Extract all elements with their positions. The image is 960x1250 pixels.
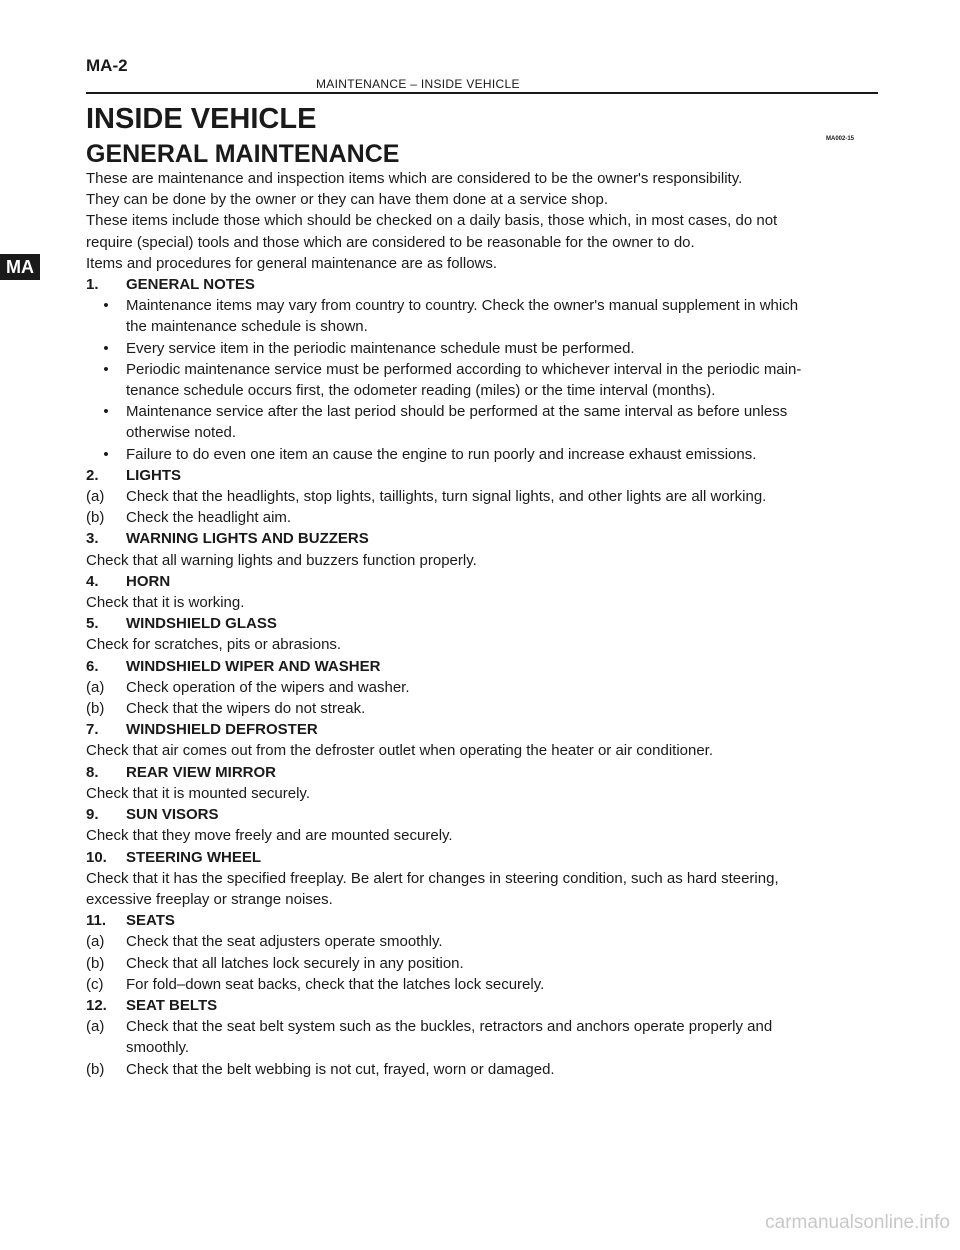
body-line: Check that all warning lights and buzzers function properly. — [86, 551, 477, 569]
heading-warning-lights: 3. WARNING LIGHTS AND BUZZERS — [86, 530, 369, 548]
sub-item: (a) Check that the seat adjusters operate smoothly. — [86, 933, 443, 951]
intro-line: require (special) tools and those which are considered to be reasonable for the owner to do. — [86, 233, 695, 251]
section-title: INSIDE VEHICLE — [86, 103, 317, 135]
running-title: MAINTENANCE – INSIDE VEHICLE — [316, 77, 520, 91]
heading-general-notes: 1. GENERAL NOTES — [86, 276, 255, 294]
body-line: Check that it has the specified freeplay. Be alert for changes in steering condition, such as hard steering, — [86, 869, 779, 887]
bullet-item: • Failure to do even one item an cause the engine to run poorly and increase exhaust emissions. — [103, 445, 757, 463]
page-id: MA-2 — [86, 56, 128, 75]
bullet-item: • Periodic maintenance service must be performed according to whichever interval in the periodic main- tenance schedule occurs first, the odometer reading (miles) or the time interval (months). — [103, 360, 802, 400]
body-line: Check that air comes out from the defroster outlet when operating the heater or air conditioner. — [86, 742, 714, 760]
body-line: Check that they move freely and are mounted securely. — [86, 827, 453, 845]
bullet-item: • Maintenance service after the last period should be performed at the same interval as before unless otherwise noted. — [103, 403, 788, 442]
side-tab-ma: MA — [0, 254, 40, 280]
body-line: excessive freeplay or strange noises. — [86, 890, 333, 908]
heading-defroster: 7. WINDSHIELD DEFROSTER — [86, 721, 318, 739]
body-line: Check that it is working. — [86, 594, 245, 612]
heading-windshield-glass: 5. WINDSHIELD GLASS — [86, 615, 277, 633]
section-subtitle: GENERAL MAINTENANCE — [86, 140, 400, 168]
header-rule — [86, 92, 878, 94]
sub-item: (a) Check that the seat belt system such as the buckles, retractors and anchors operate properly and smoothly. — [86, 1018, 773, 1057]
heading-seats: 11. SEATS — [86, 912, 175, 930]
heading-wiper-washer: 6. WINDSHIELD WIPER AND WASHER — [86, 657, 381, 675]
sub-item: (b) Check the headlight aim. — [86, 509, 292, 527]
sub-item: (c) For fold–down seat backs, check that the latches lock securely. — [86, 975, 545, 993]
heading-steering-wheel: 10. STEERING WHEEL — [86, 848, 262, 866]
heading-sun-visors: 9. SUN VISORS — [86, 806, 219, 824]
sub-item: (b) Check that all latches lock securely in any position. — [86, 954, 464, 972]
heading-rear-view-mirror: 8. REAR VIEW MIRROR — [86, 763, 276, 781]
sub-item: (a) Check operation of the wipers and washer. — [86, 678, 410, 696]
bullet-item: • Maintenance items may vary from country to country. Check the owner's manual supplement in which the maintenance schedule is shown. — [103, 297, 799, 336]
body-text — [86, 168, 876, 1080]
body-line: Check for scratches, pits or abrasions. — [86, 636, 342, 654]
bullet-item: • Every service item in the periodic maintenance schedule must be performed. — [103, 339, 635, 357]
intro-line: Items and procedures for general maintenance are as follows. — [86, 254, 498, 272]
body-line: Check that it is mounted securely. — [86, 784, 310, 802]
sub-item: (a) Check that the headlights, stop lights, taillights, turn signal lights, and other lights are all working. — [86, 488, 767, 506]
intro-line: These are maintenance and inspection items which are considered to be the owner's responsibility. — [86, 170, 743, 187]
sub-item: (b) Check that the wipers do not streak. — [86, 700, 366, 718]
heading-lights: 2. LIGHTS — [86, 466, 181, 484]
heading-seat-belts: 12. SEAT BELTS — [86, 996, 218, 1014]
watermark: carmanualsonline.info — [765, 1212, 950, 1233]
intro-line: These items include those which should be checked on a daily basis, those which, in most cases, do not — [86, 212, 778, 230]
sub-item: (b) Check that the belt webbing is not cut, frayed, worn or damaged. — [86, 1060, 555, 1078]
doc-code: MA002-15 — [826, 136, 855, 142]
heading-horn: 4. HORN — [86, 572, 171, 590]
intro-line: They can be done by the owner or they can have them done at a service shop. — [86, 191, 608, 209]
